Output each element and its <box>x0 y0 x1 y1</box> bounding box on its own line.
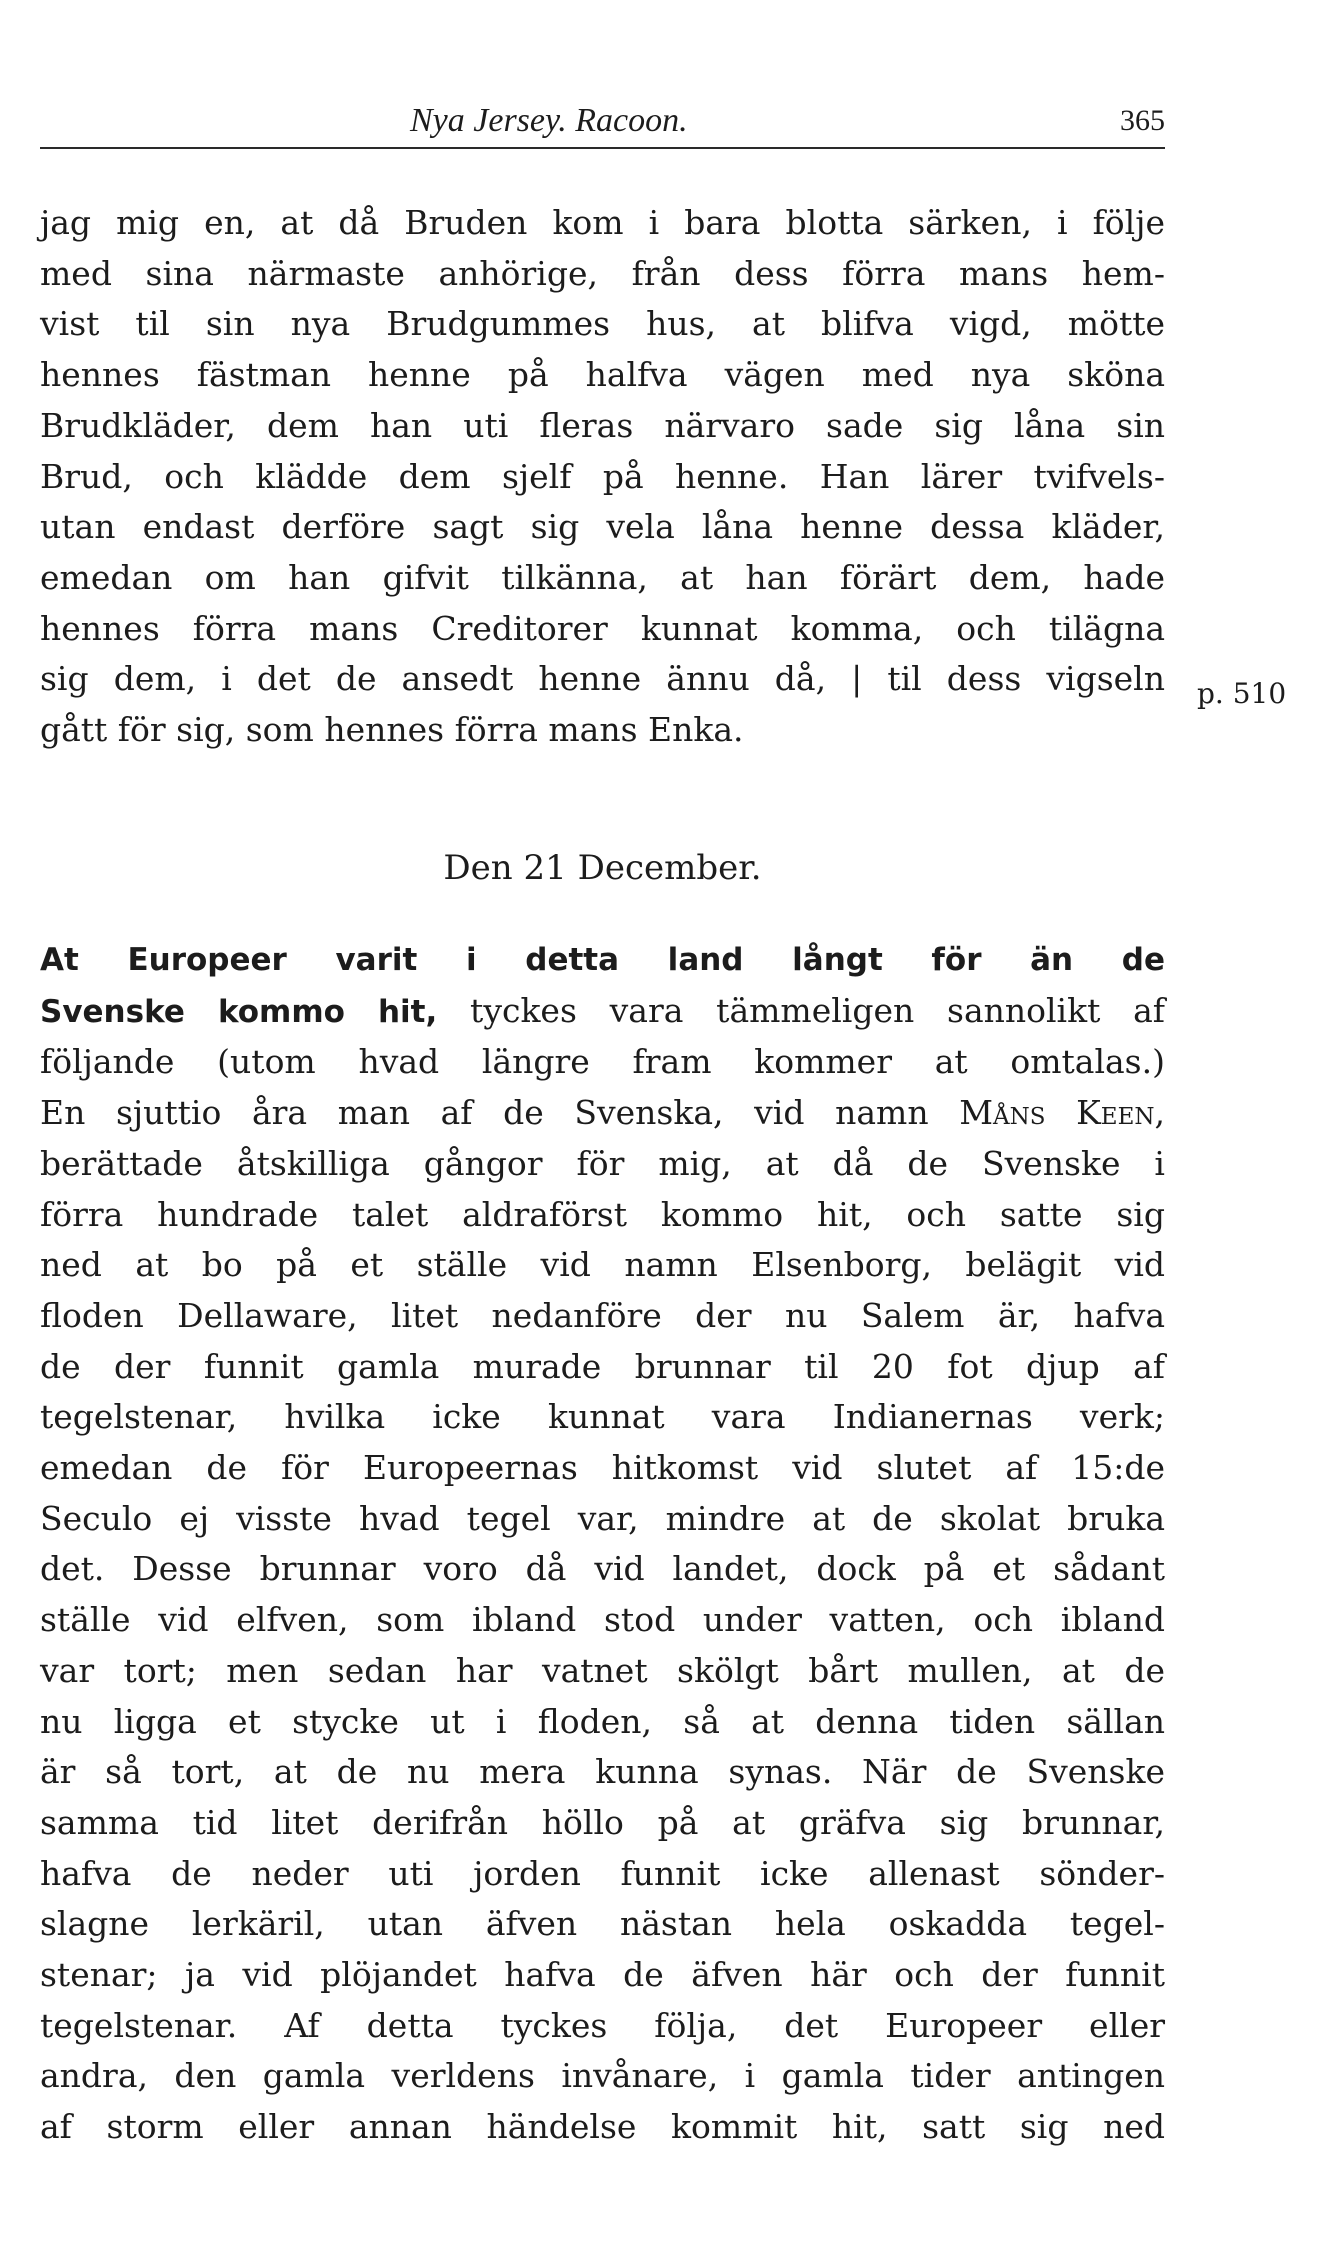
text-line: ned at bo på et ställe vid namn Elsenborg, belägit vid <box>40 1245 1165 1285</box>
paragraph-europeans <box>40 935 1165 2153</box>
dateline-heading: Den 21 December. <box>443 848 762 888</box>
paragraph-wedding-custom <box>40 198 1165 756</box>
text-line: vist til sin nya Brudgummes hus, at blifva vigd, mötte <box>40 304 1165 344</box>
text-line: sig dem, i det de ansedt henne ännu då, | til dess vigseln <box>40 659 1165 699</box>
text-line: förra hundrade talet aldraförst kommo hit, och satte sig <box>40 1194 1165 1234</box>
text-line: slagne lerkäril, utan äfven nästan hela oskadda tegel- <box>40 1904 1165 1944</box>
text-line: gått för sig, som hennes förra mans Enka. <box>40 710 744 750</box>
text-line: det. Desse brunnar voro då vid landet, dock på et sådant <box>40 1549 1165 1589</box>
text-line: floden Dellaware, litet nedanföre der nu Salem är, hafva <box>40 1295 1165 1335</box>
text-line: af storm eller annan händelse kommit hit, satt sig ned <box>40 2107 1165 2147</box>
text-line: hennes fästman henne på halfva vägen med nya sköna <box>40 355 1165 395</box>
text-line: med sina närmaste anhörige, från dess förra mans hem- <box>40 253 1165 293</box>
text-line: Seculo ej visste hvad tegel var, mindre at de skolat bruka <box>40 1498 1165 1538</box>
text-line <box>40 1088 1165 1139</box>
text-line: stenar; ja vid plöjandet hafva de äfven här och der funnit <box>40 1955 1165 1995</box>
text-line: hafva de neder uti jorden funnit icke allenast sönder- <box>40 1853 1165 1893</box>
text-line: utan endast derföre sagt sig vela låna henne dessa kläder, <box>40 507 1165 547</box>
text-line: emedan de för Europeernas hitkomst vid slutet af 15:de <box>40 1448 1165 1488</box>
bold-lead-line: At Europeer varit i detta land långt för än de <box>40 942 1165 978</box>
bold-lead-phrase: Svenske kommo hit, <box>40 993 438 1030</box>
text-fragment: En sjuttio åra man af de Svenska, vid namn <box>40 1093 960 1133</box>
text-fragment: tyckes vara tämmeligen sannolikt af <box>437 990 1166 1030</box>
margin-page-reference: p. 510 <box>1197 677 1287 710</box>
text-line: emedan om han gifvit tilkänna, at han förärt dem, hade <box>40 557 1165 597</box>
text-line <box>40 986 1165 1038</box>
text-line: tegelstenar, hvilka icke kunnat vara Indianernas verk; <box>40 1397 1165 1437</box>
text-line: jag mig en, at då Bruden kom i bara blotta särken, i följe <box>40 203 1165 242</box>
text-line: var tort; men sedan har vatnet skölgt bårt mullen, at de <box>40 1650 1165 1690</box>
person-name: Måns Keen <box>959 1093 1155 1133</box>
text-line: de der funnit gamla murade brunnar til 20 fot djup af <box>40 1346 1165 1386</box>
text-line: andra, den gamla verldens invånare, i gamla tider antingen <box>40 2056 1165 2096</box>
header-rule <box>40 147 1165 149</box>
text-line: samma tid litet derifrån höllo på at gräfva sig brunnar, <box>40 1802 1165 1842</box>
text-line: hennes förra mans Creditorer kunnat komma, och tilägna <box>40 608 1165 648</box>
text-line: Brudkläder, dem han uti fleras närvaro sade sig låna sin <box>40 405 1165 445</box>
text-line: Brud, och klädde dem sjelf på henne. Han lärer tvifvels- <box>40 456 1165 496</box>
text-line: tegelstenar. Af detta tyckes följa, det Europeer eller <box>40 2005 1165 2045</box>
text-line: ställe vid elfven, som ibland stod under vatten, och ibland <box>40 1600 1165 1640</box>
page-number: 365 <box>1120 104 1165 137</box>
running-header <box>40 98 1165 144</box>
text-line: följande (utom hvad längre fram kommer at omtalas.) <box>40 1042 1165 1082</box>
text-line: är så tort, at de nu mera kunna synas. När de Svenske <box>40 1752 1165 1792</box>
text-line: nu ligga et stycke ut i floden, så at denna tiden sällan <box>40 1701 1165 1741</box>
text-fragment: , <box>1154 1093 1165 1133</box>
text-line: berättade åtskilliga gångor för mig, at då de Svenske i <box>40 1143 1165 1183</box>
running-header-title: Nya Jersey. Racoon. <box>410 102 688 139</box>
